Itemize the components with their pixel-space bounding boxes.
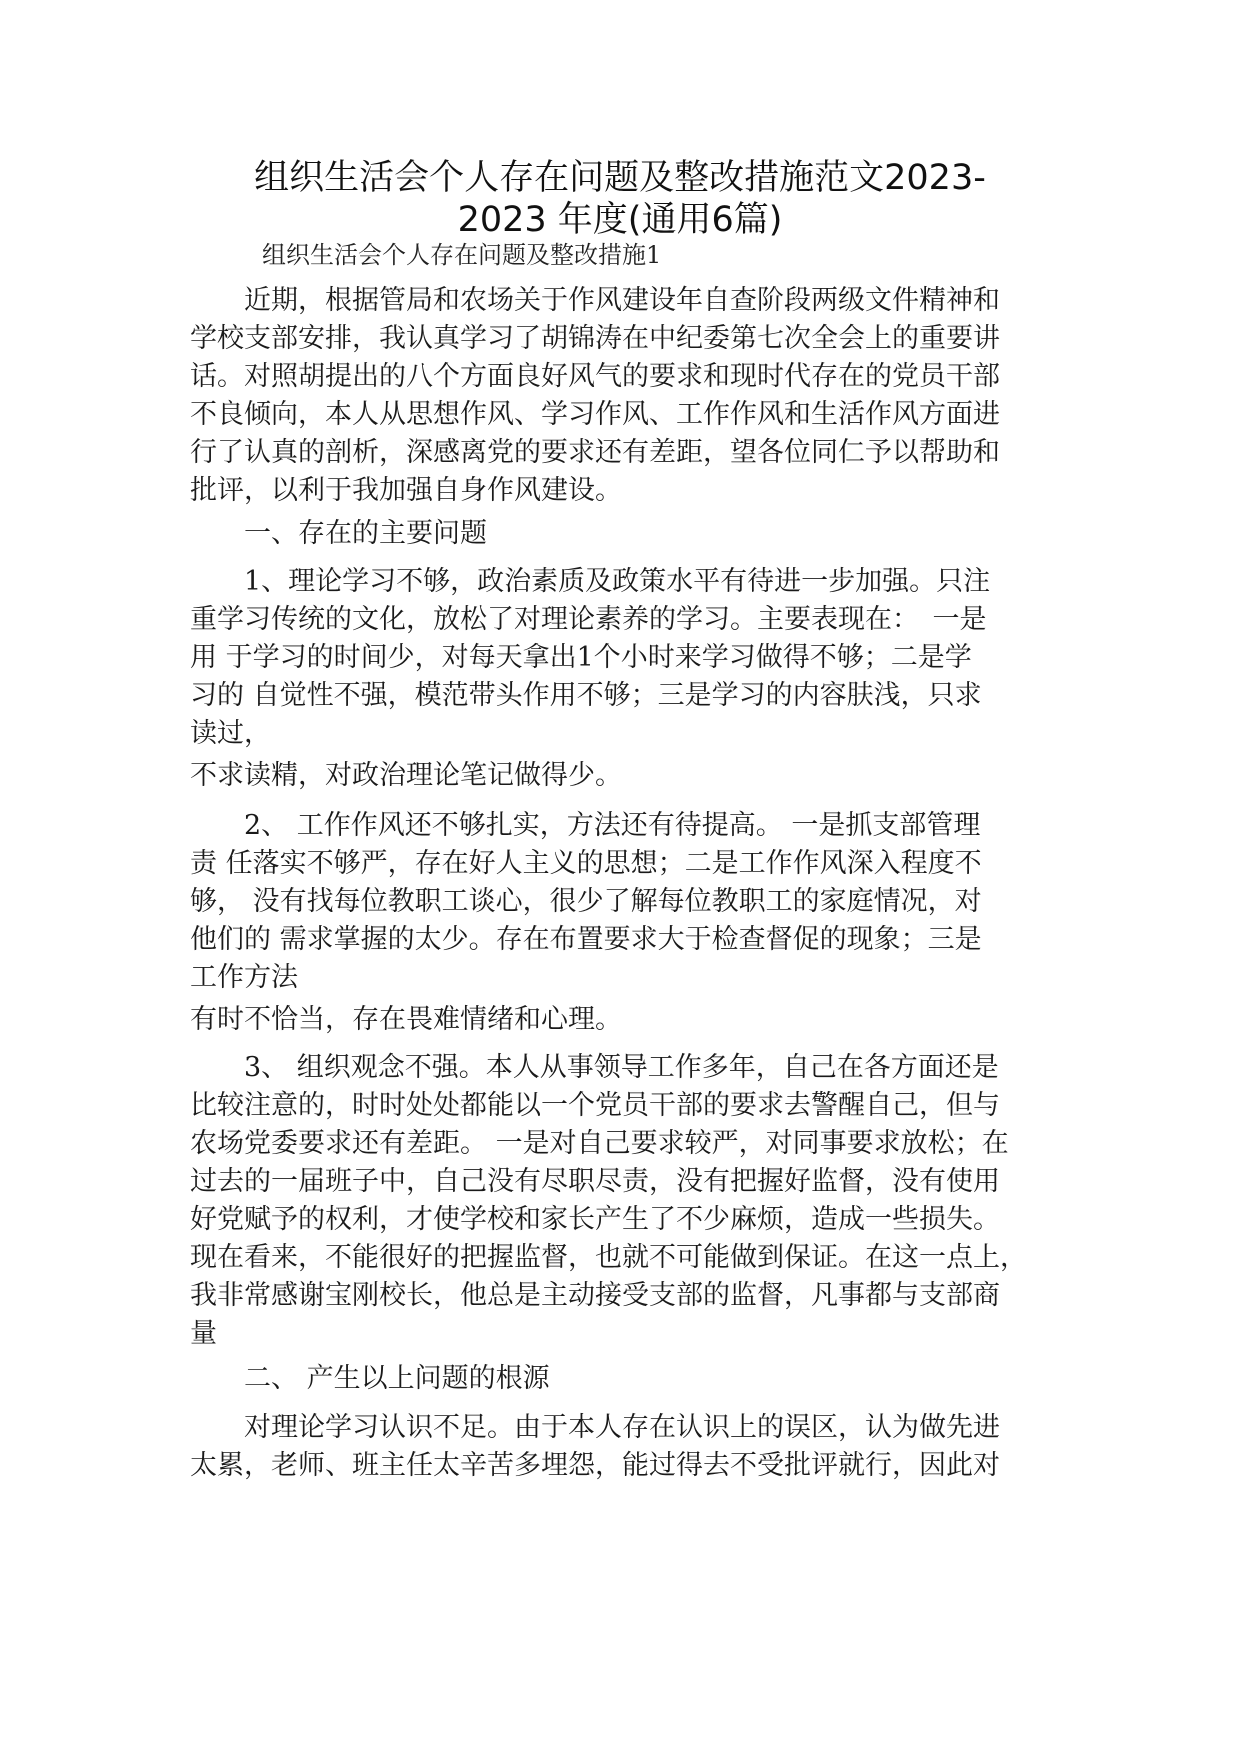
body-line: 读过，	[190, 718, 271, 749]
body-line: 对理论学习认识不足。由于本人存在认识上的误区，认为做先进	[190, 1412, 1000, 1443]
body-line: 2、 工作作风还不够扎实，方法还有待提高。 一是抓支部管理	[190, 810, 981, 841]
document-title-line-1: 组织生活会个人存在问题及整改措施范文2023-	[254, 158, 986, 198]
section-subtitle: 组织生活会个人存在问题及整改措施1	[262, 241, 662, 269]
body-line: 工作方法	[190, 962, 298, 993]
body-line: 话。对照胡提出的八个方面良好风气的要求和现时代存在的党员干部	[190, 361, 1000, 392]
body-line: 学校支部安排，我认真学习了胡锦涛在中纪委第七次全会上的重要讲	[190, 323, 1000, 354]
body-line: 现在看来，不能很好的把握监督，也就不可能做到保证。在这一点上，	[190, 1242, 1027, 1273]
body-line: 不良倾向，本人从思想作风、学习作风、工作作风和生活作风方面进	[190, 399, 1000, 430]
body-line: 习的 自觉性不强，模范带头作用不够；三是学习的内容肤浅，只求	[190, 680, 982, 711]
body-line: 用 于学习的时间少，对每天拿出1个小时来学习做得不够；二是学	[190, 642, 972, 673]
body-line: 3、 组织观念不强。本人从事领导工作多年，自己在各方面还是	[190, 1052, 999, 1083]
body-line: 有时不恰当，存在畏难情绪和心理。	[190, 1004, 622, 1035]
body-line: 责 任落实不够严，存在好人主义的思想；二是工作作风深入程度不	[190, 848, 982, 879]
body-line: 够， 没有找每位教职工谈心，很少了解每位教职工的家庭情况，对	[190, 886, 982, 917]
body-line: 过去的一届班子中，自己没有尽职尽责，没有把握好监督，没有使用	[190, 1166, 1000, 1197]
body-line: 比较注意的，时时处处都能以一个党员干部的要求去警醒自己，但与	[190, 1090, 1000, 1121]
body-line: 好党赋予的权利，才使学校和家长产生了不少麻烦，造成一些损失。	[190, 1204, 1000, 1235]
body-line: 农场党委要求还有差距。 一是对自己要求较严，对同事要求放松；在	[190, 1128, 1009, 1159]
body-line: 太累，老师、班主任太辛苦多埋怨，能过得去不受批评就行，因此对	[190, 1450, 1000, 1481]
body-line: 我非常感谢宝刚校长，他总是主动接受支部的监督，凡事都与支部商	[190, 1280, 1000, 1311]
document-title-line-2: 2023 年度(通用6篇)	[457, 200, 783, 240]
body-line: 不求读精，对政治理论笔记做得少。	[190, 760, 622, 791]
body-line: 他们的 需求掌握的太少。存在布置要求大于检查督促的现象；三是	[190, 924, 982, 955]
body-line: 重学习传统的文化，放松了对理论素养的学习。主要表现在： 一是	[190, 604, 987, 635]
section-heading: 一、存在的主要问题	[190, 518, 487, 549]
body-line: 量	[190, 1318, 217, 1349]
body-line: 批评，以利于我加强自身作风建设。	[190, 475, 622, 506]
body-line: 1、理论学习不够，政治素质及政策水平有待进一步加强。只注	[190, 566, 991, 597]
body-line: 行了认真的剖析，深感离党的要求还有差距，望各位同仁予以帮助和	[190, 437, 1000, 468]
body-line: 近期，根据管局和农场关于作风建设年自查阶段两级文件精神和	[190, 285, 1000, 316]
section-heading: 二、 产生以上问题的根源	[190, 1363, 550, 1394]
